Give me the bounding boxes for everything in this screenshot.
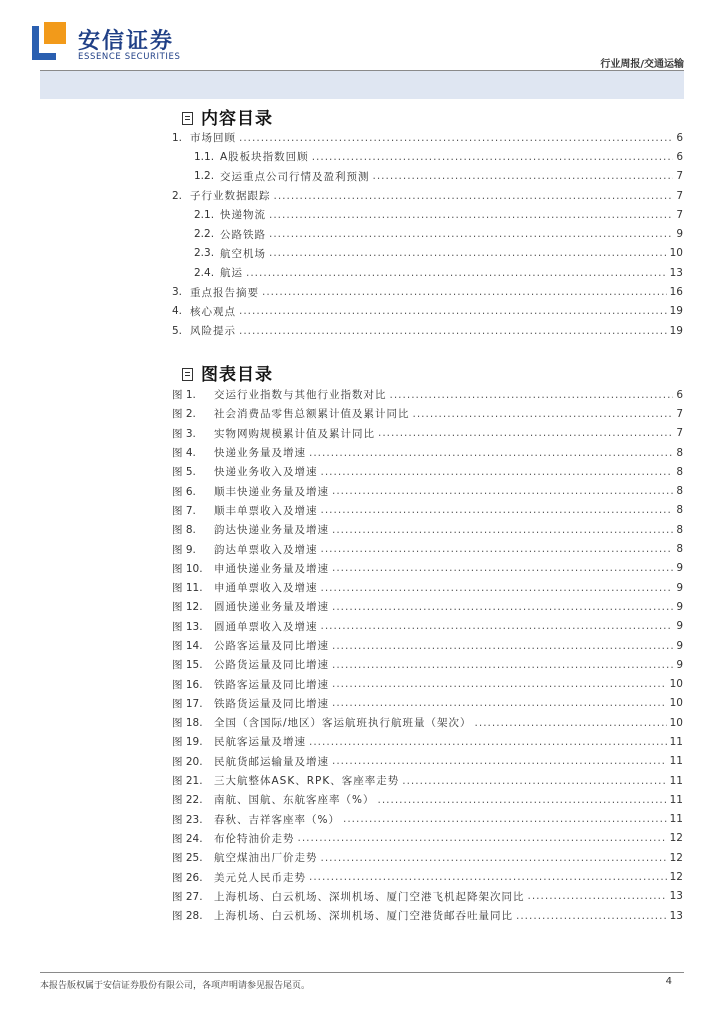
dot-leader bbox=[309, 736, 667, 748]
entry-title: 交运行业指数与其他行业指数对比 bbox=[214, 389, 387, 402]
entry-number: 图 26. bbox=[172, 871, 203, 884]
entry-number: 图 3. bbox=[172, 427, 196, 440]
entry-page: 13 bbox=[669, 266, 683, 279]
toc-entry[interactable] bbox=[172, 147, 683, 166]
dot-leader bbox=[262, 286, 667, 298]
dot-leader bbox=[321, 620, 674, 632]
figures-list bbox=[172, 385, 683, 925]
entry-page: 11 bbox=[669, 735, 683, 748]
entry-number: 图 22. bbox=[172, 794, 203, 807]
dot-leader bbox=[312, 151, 674, 163]
dot-leader bbox=[332, 562, 673, 574]
entry-title: 交运重点公司行情及盈利预测 bbox=[220, 170, 370, 183]
dot-leader bbox=[321, 582, 674, 594]
entry-number: 图 28. bbox=[172, 910, 203, 923]
entry-title: 公路货运量及同比增速 bbox=[214, 659, 329, 672]
entry-page: 11 bbox=[669, 774, 683, 787]
figure-entry[interactable] bbox=[172, 810, 683, 829]
entry-page: 9 bbox=[676, 228, 683, 241]
entry-title: 公路客运量及同比增速 bbox=[214, 640, 329, 652]
entry-title: 社会消费品零售总额累计值及累计同比 bbox=[214, 408, 410, 421]
dot-leader bbox=[332, 524, 673, 536]
dot-leader bbox=[475, 717, 667, 729]
entry-title: 航空机场 bbox=[220, 247, 266, 260]
entry-number: 图 13. bbox=[172, 620, 203, 633]
dot-leader bbox=[269, 247, 667, 259]
footer-divider bbox=[40, 972, 684, 973]
entry-title: 上海机场、白云机场、深圳机场、厦门空港货邮吞吐量同比 bbox=[214, 910, 513, 923]
entry-page: 19 bbox=[669, 324, 683, 337]
entry-page: 8 bbox=[676, 543, 683, 556]
entry-title: 顺丰单票收入及增速 bbox=[214, 504, 318, 517]
entry-title: 风险提示 bbox=[190, 325, 236, 338]
dot-leader bbox=[343, 813, 667, 825]
entry-title: 布伦特油价走势 bbox=[214, 832, 295, 845]
toc-entry[interactable] bbox=[172, 302, 683, 321]
entry-page: 6 bbox=[676, 131, 683, 144]
entry-number: 2.1. bbox=[194, 208, 215, 221]
dot-leader bbox=[378, 427, 673, 439]
entry-number: 2.2. bbox=[194, 228, 215, 241]
dot-leader bbox=[413, 408, 674, 420]
dot-leader bbox=[321, 543, 674, 555]
dot-leader bbox=[309, 871, 667, 883]
entry-number: 2.3. bbox=[194, 247, 215, 260]
dot-leader bbox=[332, 678, 667, 690]
entry-title: 快递业务量及增速 bbox=[214, 447, 306, 460]
entry-number: 图 12. bbox=[172, 601, 203, 614]
entry-page: 11 bbox=[669, 813, 683, 826]
dot-leader bbox=[321, 466, 674, 478]
entry-title: 快递业务收入及增速 bbox=[214, 466, 318, 479]
page-number: 4 bbox=[665, 976, 672, 987]
entry-page: 7 bbox=[676, 189, 683, 202]
entry-title: 航空煤油出厂价走势 bbox=[214, 852, 318, 865]
entry-number: 图 16. bbox=[172, 678, 203, 691]
entry-title: 航运 bbox=[220, 267, 243, 280]
figure-entry[interactable] bbox=[172, 501, 683, 520]
entry-title: 韵达快递业务量及增速 bbox=[214, 524, 329, 537]
entry-number: 图 9. bbox=[172, 543, 196, 556]
entry-page: 7 bbox=[676, 407, 683, 420]
entry-title: 圆通单票收入及增速 bbox=[214, 620, 318, 633]
figure-entry[interactable] bbox=[172, 771, 683, 790]
toc-entry[interactable] bbox=[172, 167, 683, 186]
entry-title: 韵达单票收入及增速 bbox=[214, 543, 318, 556]
entry-page: 8 bbox=[676, 446, 683, 459]
figure-entry[interactable] bbox=[172, 906, 683, 925]
dot-leader bbox=[274, 190, 674, 202]
entry-number: 图 4. bbox=[172, 447, 196, 460]
dot-leader bbox=[246, 267, 667, 279]
figure-entry[interactable] bbox=[172, 829, 683, 848]
figure-entry[interactable] bbox=[172, 790, 683, 809]
figure-entry[interactable] bbox=[172, 462, 683, 481]
dot-leader bbox=[298, 832, 667, 844]
entry-number: 图 1. bbox=[172, 389, 196, 402]
dot-leader bbox=[332, 659, 673, 671]
entry-number: 图 17. bbox=[172, 697, 203, 710]
dot-leader bbox=[332, 640, 673, 652]
entry-title: 公路铁路 bbox=[220, 228, 266, 241]
entry-number: 图 25. bbox=[172, 852, 203, 865]
entry-number: 1.2. bbox=[194, 170, 215, 183]
entry-title: 顺丰快递业务量及增速 bbox=[214, 485, 329, 498]
toc-entry[interactable] bbox=[172, 186, 683, 205]
dot-leader bbox=[309, 447, 673, 459]
figure-entry[interactable] bbox=[172, 674, 683, 693]
dot-leader bbox=[402, 775, 666, 787]
toc-entry[interactable] bbox=[172, 128, 683, 147]
dot-leader bbox=[332, 485, 673, 497]
dot-leader bbox=[332, 755, 667, 767]
dot-leader bbox=[516, 910, 667, 922]
entry-title: 圆通快递业务量及增速 bbox=[214, 601, 329, 614]
report-type: 行业周报/交通运输 bbox=[600, 59, 684, 70]
figure-entry[interactable] bbox=[172, 385, 683, 404]
figure-entry[interactable] bbox=[172, 443, 683, 462]
entry-number: 1.1. bbox=[194, 150, 215, 163]
entry-title: 民航客运量及增速 bbox=[214, 736, 306, 749]
figure-entry[interactable] bbox=[172, 694, 683, 713]
entry-page: 9 bbox=[676, 581, 683, 594]
entry-page: 6 bbox=[676, 150, 683, 163]
figure-entry[interactable] bbox=[172, 713, 683, 732]
entry-page: 6 bbox=[676, 388, 683, 401]
entry-page: 19 bbox=[669, 305, 683, 318]
dot-leader bbox=[269, 228, 673, 240]
entry-number: 3. bbox=[172, 286, 183, 299]
entry-title: 全国（含国际/地区）客运航班执行航班量（架次） bbox=[214, 717, 472, 730]
entry-number: 5. bbox=[172, 324, 183, 337]
entry-number: 图 23. bbox=[172, 813, 203, 826]
entry-page: 9 bbox=[676, 562, 683, 575]
figure-entry[interactable] bbox=[172, 848, 683, 867]
entry-number: 图 8. bbox=[172, 524, 196, 537]
toc-title-text: 内容目录 bbox=[201, 109, 273, 129]
dot-leader bbox=[321, 504, 674, 516]
entry-title: 春秋、吉祥客座率（%） bbox=[214, 813, 340, 826]
entry-title: 铁路客运量及同比增速 bbox=[214, 678, 329, 691]
entry-page: 10 bbox=[669, 247, 683, 260]
toc-entry[interactable] bbox=[172, 224, 683, 243]
dot-leader bbox=[390, 389, 674, 401]
entry-page: 9 bbox=[676, 620, 683, 633]
toc-entry[interactable] bbox=[172, 244, 683, 263]
figure-entry[interactable] bbox=[172, 636, 683, 655]
entry-number: 图 24. bbox=[172, 832, 203, 845]
list-icon bbox=[182, 112, 193, 125]
entry-number: 图 21. bbox=[172, 775, 203, 788]
figure-entry[interactable] bbox=[172, 520, 683, 539]
figure-entry[interactable] bbox=[172, 867, 683, 886]
figure-entry[interactable] bbox=[172, 539, 683, 558]
entry-title: 申通单票收入及增速 bbox=[214, 582, 318, 595]
dot-leader bbox=[239, 325, 667, 337]
toc-entry[interactable] bbox=[172, 282, 683, 301]
entry-number: 图 5. bbox=[172, 466, 196, 479]
entry-page: 8 bbox=[676, 485, 683, 498]
dot-leader bbox=[377, 794, 666, 806]
entry-page: 10 bbox=[669, 678, 683, 691]
figure-entry[interactable] bbox=[172, 481, 683, 500]
entry-number: 图 11. bbox=[172, 582, 203, 595]
entry-page: 7 bbox=[676, 170, 683, 183]
entry-number: 图 27. bbox=[172, 890, 203, 903]
figures-title bbox=[182, 360, 273, 385]
entry-number: 图 6. bbox=[172, 485, 196, 498]
entry-page: 8 bbox=[676, 465, 683, 478]
figure-entry[interactable] bbox=[172, 559, 683, 578]
entry-number: 图 15. bbox=[172, 659, 203, 672]
entry-page: 12 bbox=[669, 832, 683, 845]
entry-title: 上海机场、白云机场、深圳机场、厦门空港飞机起降架次同比 bbox=[214, 890, 525, 903]
entry-page: 9 bbox=[676, 639, 683, 652]
entry-page: 10 bbox=[669, 697, 683, 710]
entry-page: 8 bbox=[676, 523, 683, 536]
entry-number: 2.4. bbox=[194, 266, 215, 279]
figure-entry[interactable] bbox=[172, 655, 683, 674]
entry-number: 1. bbox=[172, 131, 183, 144]
entry-number: 2. bbox=[172, 189, 183, 202]
entry-title: A股板块指数回顾 bbox=[220, 151, 309, 164]
entry-number: 图 10. bbox=[172, 562, 203, 575]
page-header bbox=[0, 0, 724, 100]
header-band bbox=[40, 71, 684, 99]
entry-title: 美元兑人民币走势 bbox=[214, 871, 306, 884]
entry-number: 图 19. bbox=[172, 736, 203, 749]
entry-title: 民航货邮运输量及增速 bbox=[214, 755, 329, 768]
dot-leader bbox=[528, 890, 667, 902]
entry-page: 7 bbox=[676, 427, 683, 440]
brand-name-en: ESSENCE SECURITIES bbox=[78, 52, 181, 62]
entry-page: 11 bbox=[669, 755, 683, 768]
entry-number: 图 2. bbox=[172, 408, 196, 421]
entry-number: 图 14. bbox=[172, 640, 203, 652]
entry-number: 图 18. bbox=[172, 717, 203, 730]
toc-list bbox=[172, 128, 683, 340]
dot-leader bbox=[321, 852, 667, 864]
entry-page: 12 bbox=[669, 851, 683, 864]
entry-title: 实物网购规模累计值及累计同比 bbox=[214, 427, 375, 440]
list-icon bbox=[182, 368, 193, 381]
figure-entry[interactable] bbox=[172, 424, 683, 443]
dot-leader bbox=[332, 601, 673, 613]
brand-name: 安信证券 bbox=[78, 29, 175, 54]
dot-leader bbox=[332, 697, 667, 709]
figure-entry[interactable] bbox=[172, 597, 683, 616]
dot-leader bbox=[269, 209, 673, 221]
brand-logo-icon bbox=[32, 22, 66, 62]
entry-title: 铁路货运量及同比增速 bbox=[214, 697, 329, 710]
entry-title: 三大航整体ASK、RPK、客座率走势 bbox=[214, 775, 400, 788]
figure-entry[interactable] bbox=[172, 617, 683, 636]
entry-title: 子行业数据跟踪 bbox=[190, 190, 271, 203]
entry-number: 图 7. bbox=[172, 504, 196, 517]
figure-entry[interactable] bbox=[172, 887, 683, 906]
toc-entry[interactable] bbox=[172, 205, 683, 224]
toc-entry[interactable] bbox=[172, 263, 683, 282]
figure-entry[interactable] bbox=[172, 732, 683, 751]
entry-page: 8 bbox=[676, 504, 683, 517]
entry-page: 7 bbox=[676, 208, 683, 221]
entry-title: 市场回顾 bbox=[190, 132, 236, 145]
entry-title: 快递物流 bbox=[220, 209, 266, 222]
entry-number: 4. bbox=[172, 305, 183, 318]
entry-title: 申通快递业务量及增速 bbox=[214, 562, 329, 575]
entry-page: 13 bbox=[669, 909, 683, 922]
toc-entry[interactable] bbox=[172, 321, 683, 340]
entry-title: 南航、国航、东航客座率（%） bbox=[214, 794, 375, 807]
entry-page: 16 bbox=[669, 286, 683, 299]
figure-entry[interactable] bbox=[172, 404, 683, 423]
footer-disclaimer: 本报告版权属于安信证券股份有限公司，各项声明请参见报告尾页。 bbox=[40, 981, 311, 991]
entry-page: 9 bbox=[676, 658, 683, 671]
dot-leader bbox=[239, 132, 673, 144]
figure-entry[interactable] bbox=[172, 752, 683, 771]
figures-title-text: 图表目录 bbox=[201, 365, 273, 385]
dot-leader bbox=[239, 305, 667, 317]
entry-page: 13 bbox=[669, 890, 683, 903]
entry-page: 11 bbox=[669, 793, 683, 806]
entry-page: 12 bbox=[669, 871, 683, 884]
entry-page: 10 bbox=[669, 716, 683, 729]
entry-title: 核心观点 bbox=[190, 305, 236, 318]
dot-leader bbox=[373, 170, 674, 182]
entry-title: 重点报告摘要 bbox=[190, 286, 259, 299]
toc-title bbox=[182, 104, 273, 129]
entry-number: 图 20. bbox=[172, 755, 203, 768]
entry-page: 9 bbox=[676, 600, 683, 613]
figure-entry[interactable] bbox=[172, 578, 683, 597]
